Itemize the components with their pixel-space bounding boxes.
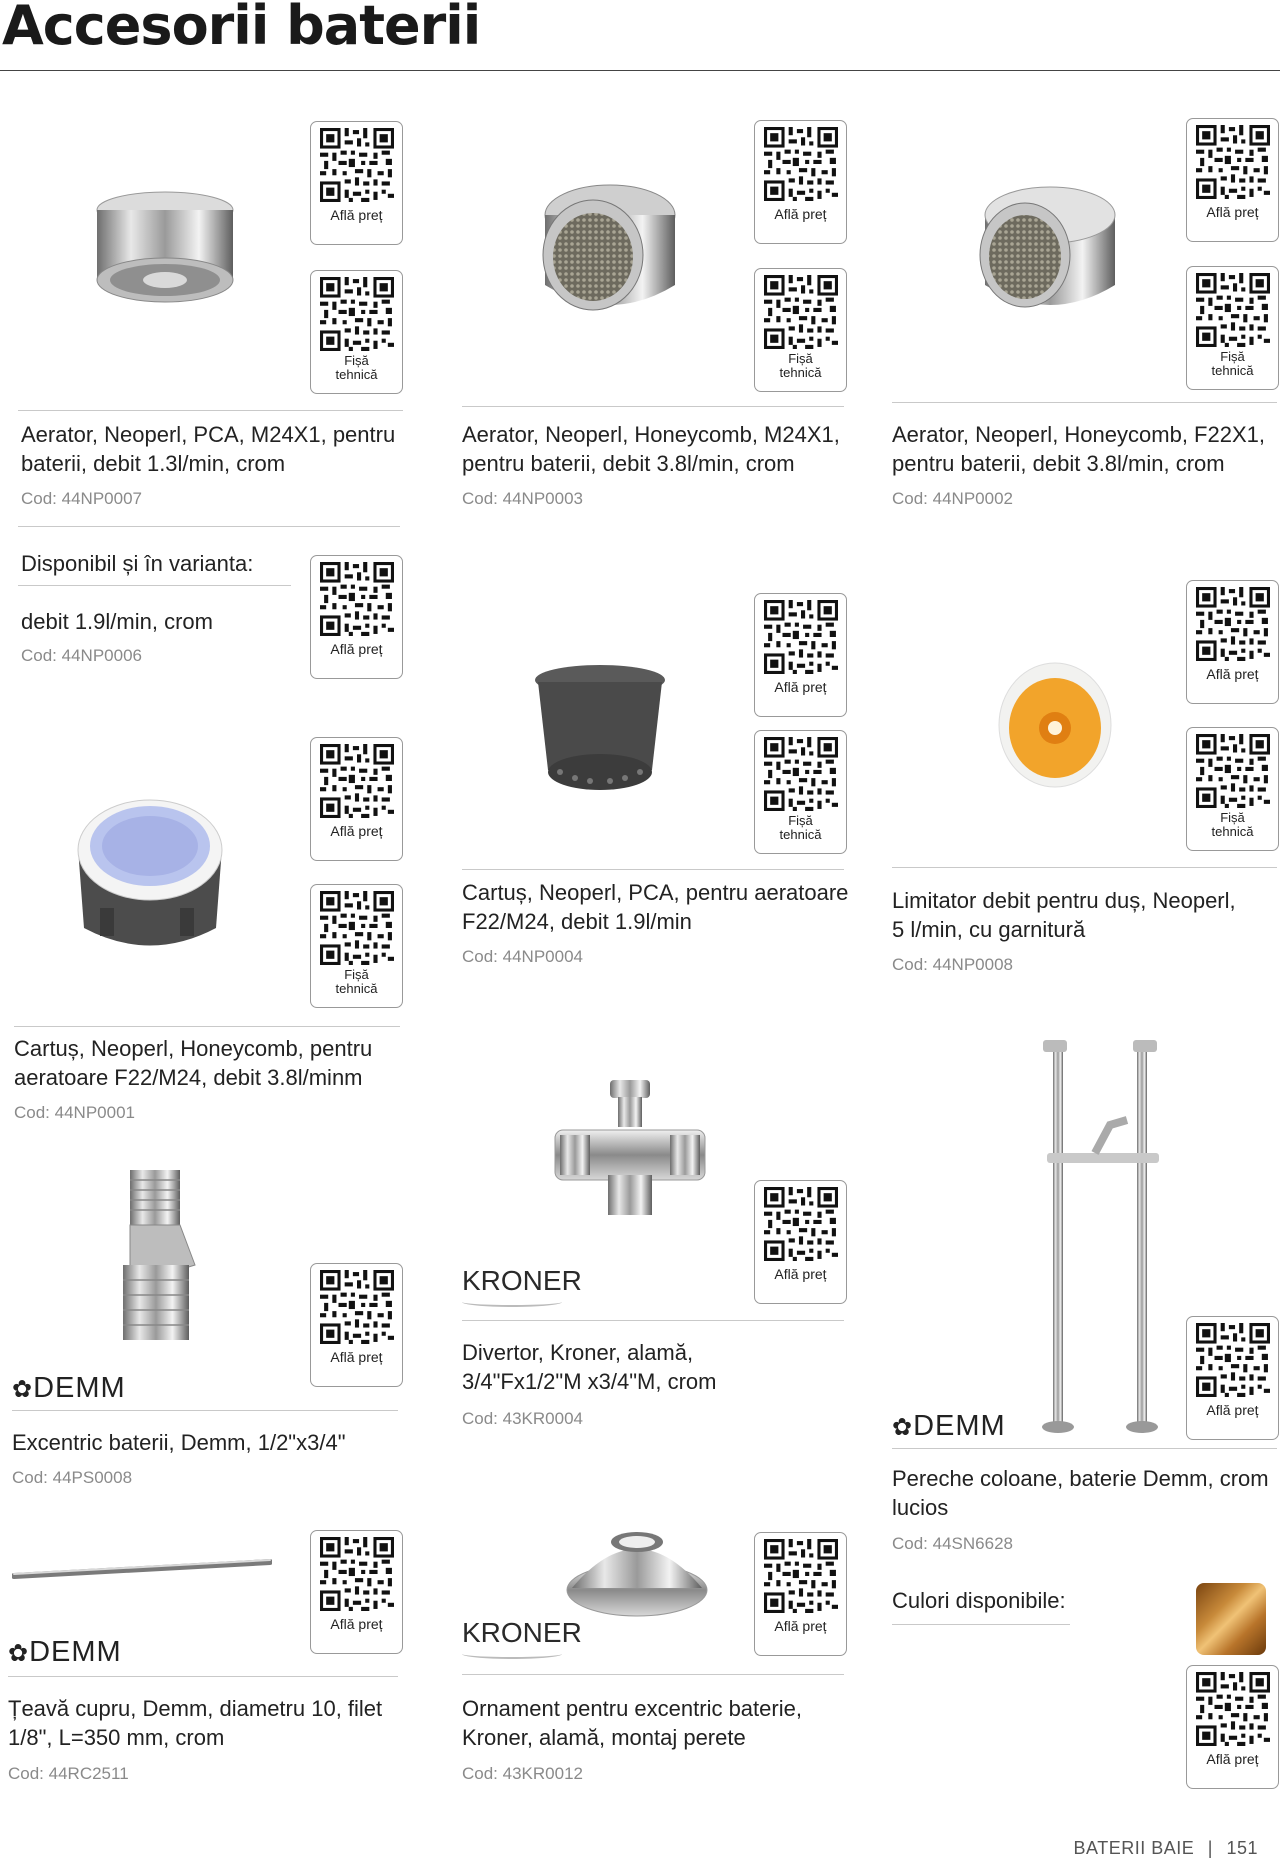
qr-tech-label-1: Fișă — [1220, 810, 1245, 825]
divider — [8, 1676, 398, 1677]
qr-tech-44NP0008[interactable] — [1186, 727, 1279, 851]
qr-tech-44NP0003[interactable] — [754, 268, 847, 392]
qr-code-icon — [1196, 1672, 1270, 1746]
product-code: Cod: 44NP0003 — [462, 489, 583, 508]
qr-code-icon — [1196, 734, 1270, 808]
qr-code-icon — [764, 127, 838, 201]
qr-tech-44NP0001[interactable] — [310, 884, 403, 1008]
qr-code-icon — [320, 891, 394, 965]
variant-heading: Disponibil și în varianta: — [21, 551, 254, 576]
variant-code: Cod: 44NP0006 — [21, 646, 142, 665]
product-image-cartus-pca — [530, 660, 670, 815]
product-name: Cartuș, Neoperl, Honeycomb, pentru aeratoare F22/M24, debit 3.8l/minm — [14, 1036, 373, 1090]
product-image-teava-cupru — [12, 1556, 272, 1591]
qr-price-label: Află preț — [1206, 1402, 1259, 1418]
variant-name: debit 1.9l/min, crom — [21, 609, 213, 634]
kroner-wave-icon — [462, 1649, 562, 1659]
page-footer — [1074, 1838, 1258, 1859]
product-image-aerator-honeycomb-m24 — [515, 175, 685, 340]
qr-tech-label-1: Fișă — [788, 351, 813, 366]
product-name: Aerator, Neoperl, Honeycomb, M24X1, pentru baterii, debit 3.8l/min, crom — [462, 422, 840, 476]
qr-price-label: Află preț — [774, 206, 827, 222]
qr-tech-label-1: Fișă — [1220, 349, 1245, 364]
qr-price-44NP0004[interactable] — [754, 593, 847, 717]
qr-price-44NP0007[interactable] — [310, 121, 403, 245]
qr-price-label: Află preț — [1206, 204, 1259, 220]
divider — [462, 869, 844, 870]
qr-price-label: Află preț — [1206, 1751, 1259, 1767]
demm-leaf-icon: ✿ — [892, 1414, 914, 1441]
qr-code-icon — [320, 128, 394, 202]
product-name: Cartuș, Neoperl, PCA, pentru aeratoare F22/M24, debit 1.9l/min — [462, 880, 849, 934]
product-image-divertor — [550, 1075, 710, 1240]
product-name: Aerator, Neoperl, Honeycomb, F22X1, pentru baterii, debit 3.8l/min, crom — [892, 422, 1265, 476]
qr-tech-label-2: tehnică — [335, 981, 378, 996]
qr-code-icon — [1196, 1323, 1270, 1397]
qr-tech-label-1: Fișă — [788, 813, 813, 828]
qr-tech-44NP0007[interactable] — [310, 270, 403, 394]
qr-price-43KR0004[interactable] — [754, 1180, 847, 1304]
qr-tech-label-1: Fișă — [344, 353, 369, 368]
product-image-aerator-honeycomb-f22 — [955, 175, 1125, 340]
divider — [892, 867, 1277, 868]
product-name: Divertor, Kroner, alamă, 3/4"Fx1/2"M x3/4"M, crom — [462, 1340, 717, 1394]
qr-price-44RC2511[interactable] — [310, 1530, 403, 1654]
product-image-cartus-honeycomb — [70, 788, 230, 963]
qr-tech-44NP0004[interactable] — [754, 730, 847, 854]
qr-tech-label-2: tehnică — [1211, 824, 1254, 839]
product-name: Excentric baterii, Demm, 1/2"x3/4" — [12, 1430, 346, 1455]
qr-price-label: Află preț — [774, 679, 827, 695]
qr-code-icon — [320, 744, 394, 818]
divider — [462, 1674, 844, 1675]
qr-code-icon — [764, 1187, 838, 1261]
qr-code-icon — [764, 275, 838, 349]
product-code: Cod: 44NP0001 — [14, 1103, 135, 1122]
divider — [14, 1026, 400, 1027]
product-image-limitator — [995, 660, 1115, 795]
product-code: Cod: 44RC2511 — [8, 1764, 129, 1783]
qr-code-icon — [320, 562, 394, 636]
divider — [462, 1320, 844, 1321]
qr-code-icon — [320, 1537, 394, 1611]
page-title: Accesorii baterii — [2, 0, 481, 57]
footer-section: BATERII BAIE — [1073, 1838, 1195, 1858]
brand-logo-demm: ✿DEMM — [12, 1372, 126, 1404]
kroner-wave-icon — [462, 1297, 562, 1307]
divider — [18, 410, 403, 411]
qr-price-44NP0006[interactable] — [310, 555, 403, 679]
product-code: Cod: 44NP0004 — [462, 947, 583, 966]
demm-leaf-icon: ✿ — [8, 1640, 30, 1667]
product-name: Ornament pentru excentric baterie, Kroner, alamă, montaj perete — [462, 1696, 802, 1750]
qr-price-label: Află preț — [330, 207, 383, 223]
qr-tech-label-2: tehnică — [779, 365, 822, 380]
product-code: Cod: 43KR0012 — [462, 1764, 583, 1783]
product-code: Cod: 44NP0007 — [21, 489, 142, 508]
divider — [462, 406, 844, 407]
product-code: Cod: 44PS0008 — [12, 1468, 133, 1487]
page-number: 151 — [1226, 1838, 1258, 1858]
divider — [18, 526, 400, 527]
qr-code-icon — [320, 277, 394, 351]
product-name: Aerator, Neoperl, PCA, M24X1, pentru baterii, debit 1.3l/min, crom — [21, 422, 396, 476]
divider — [892, 1624, 1070, 1625]
qr-code-icon — [320, 1270, 394, 1344]
product-code: Cod: 44NP0002 — [892, 489, 1013, 508]
colors-heading: Culori disponibile: — [892, 1588, 1066, 1613]
demm-leaf-icon: ✿ — [12, 1376, 34, 1403]
qr-code-icon — [764, 600, 838, 674]
qr-price-label: Află preț — [774, 1266, 827, 1282]
qr-price-label: Află preț — [330, 641, 383, 657]
title-divider — [0, 70, 1280, 71]
product-code: Cod: 44SN6628 — [892, 1534, 1013, 1553]
product-image-pereche-coloane — [1035, 1035, 1175, 1440]
color-swatch-bronze[interactable] — [1196, 1583, 1266, 1655]
qr-price-44NP0001[interactable] — [310, 737, 403, 861]
footer-separator: | — [1207, 1838, 1213, 1858]
qr-code-icon — [764, 1539, 838, 1613]
product-image-ornament — [562, 1520, 712, 1625]
product-name: Pereche coloane, baterie Demm, crom lucios — [892, 1466, 1269, 1520]
qr-price-label: Află preț — [774, 1618, 827, 1634]
qr-price-label: Află preț — [1206, 666, 1259, 682]
brand-logo-demm: ✿DEMM — [8, 1636, 122, 1668]
qr-code-icon — [1196, 587, 1270, 661]
qr-price-label: Află preț — [330, 1349, 383, 1365]
divider — [18, 585, 291, 586]
qr-code-icon — [1196, 125, 1270, 199]
qr-price-44NP0003[interactable] — [754, 120, 847, 244]
qr-price-43KR0012[interactable] — [754, 1532, 847, 1656]
qr-tech-label-1: Fișă — [344, 967, 369, 982]
divider — [892, 402, 1277, 403]
product-name: Limitator debit pentru duș, Neoperl, 5 l/min, cu garnitură — [892, 888, 1236, 942]
qr-price-color[interactable] — [1186, 1665, 1279, 1789]
product-image-excentric — [95, 1165, 215, 1350]
qr-code-icon — [764, 737, 838, 811]
brand-logo-demm: ✿DEMM — [892, 1410, 1006, 1442]
qr-tech-label-2: tehnică — [335, 367, 378, 382]
qr-price-label: Află preț — [330, 1616, 383, 1632]
brand-logo-kroner: KRONER — [462, 1265, 562, 1307]
brand-logo-kroner: KRONER — [462, 1617, 562, 1659]
qr-tech-44NP0002[interactable] — [1186, 266, 1279, 390]
divider — [892, 1448, 1277, 1449]
qr-tech-label-2: tehnică — [1211, 363, 1254, 378]
divider — [12, 1410, 398, 1411]
qr-price-44NP0002[interactable] — [1186, 118, 1279, 242]
qr-price-44PS0008[interactable] — [310, 1263, 403, 1387]
qr-price-44SN6628[interactable] — [1186, 1316, 1279, 1440]
product-code: Cod: 44NP0008 — [892, 955, 1013, 974]
product-name: Țeavă cupru, Demm, diametru 10, filet 1/8", L=350 mm, crom — [8, 1696, 383, 1750]
qr-code-icon — [1196, 273, 1270, 347]
qr-price-44NP0008[interactable] — [1186, 580, 1279, 704]
product-image-aerator-pca — [85, 185, 245, 340]
qr-tech-label-2: tehnică — [779, 827, 822, 842]
product-code: Cod: 43KR0004 — [462, 1409, 583, 1428]
qr-price-label: Află preț — [330, 823, 383, 839]
